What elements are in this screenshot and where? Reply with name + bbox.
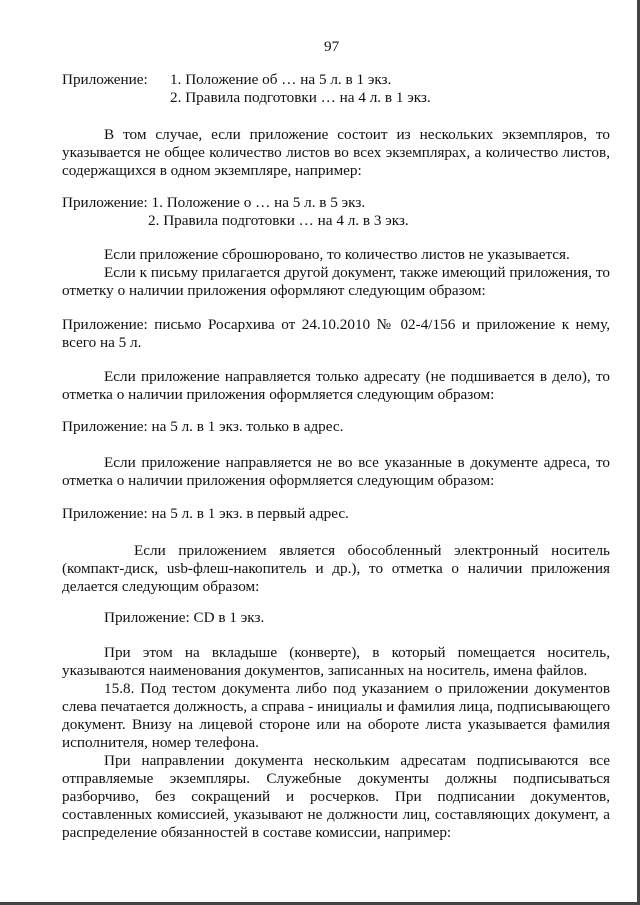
- text-line: В том случае, если приложение состоит из нескольких экземпляров, то: [104, 126, 610, 143]
- text-line: При этом на вкладыше (конверте), в который помещается носитель,: [104, 644, 610, 661]
- text-line: отметку о наличии приложения оформляют следующим образом:: [62, 282, 486, 299]
- example-line: 2. Правила подготовки … на 4 л. в 3 экз.: [148, 212, 409, 229]
- paragraph-electronic-media: [62, 542, 610, 596]
- text-line: разборчиво, без сокращений и росчерков. При подписании документов,: [62, 788, 610, 805]
- paragraph-not-all-addresses: [62, 454, 610, 490]
- text-line: отметка о наличии приложения оформляется следующим образом:: [62, 386, 495, 403]
- text-line: При направлении документа нескольким адресатам подписываются все: [104, 752, 610, 769]
- paragraph-addressee-only: [62, 368, 610, 404]
- paragraph-section-15-8: [62, 680, 610, 752]
- attachment-item-1: 1. Положение об … на 5 л. в 1 экз.: [170, 71, 392, 88]
- page-number: 97: [324, 38, 340, 55]
- example-line: Приложение: на 5 л. в 1 экз. в первый адрес.: [62, 505, 349, 522]
- paragraph-bound: Если приложение сброшюровано, то количество листов не указывается.: [104, 246, 570, 263]
- paragraph-other-document: [62, 264, 610, 300]
- text-line: всего на 5 л.: [62, 334, 142, 351]
- text-line: распределение обязанностей в составе комиссии, например:: [62, 824, 452, 841]
- example-line: Приложение: 1. Положение о … на 5 л. в 5 экз.: [62, 194, 366, 211]
- text-line: указываются наименования документов, записанных на носитель, имена файлов.: [62, 662, 588, 679]
- attachment-label: Приложение:: [62, 71, 148, 88]
- example-letter: [62, 316, 610, 352]
- text-line: документ. Внизу на лицевой стороне или на обороте листа указывается фамилия: [62, 716, 610, 733]
- text-line: содержащихся в одном экземпляре, например:: [62, 162, 362, 179]
- example-line: Приложение: на 5 л. в 1 экз. только в адрес.: [62, 418, 344, 435]
- text-line: указывается не общее количество листов во всех экземплярах, а количество листов,: [62, 144, 610, 161]
- text-line: отметка о наличии приложения оформляется следующим образом:: [62, 472, 495, 489]
- text-line: Если приложение направляется не во все указанные в документе адреса, то: [104, 454, 610, 471]
- text-line: 15.8. Под тестом документа либо под указанием о приложении документов: [104, 680, 610, 697]
- paragraph-signing: [62, 752, 610, 842]
- text-line: слева печатается должность, а справа - инициалы и фамилия лица, подписывающего: [62, 698, 611, 715]
- text-line: составленных комиссией, указывают не должности лиц, составляющих документ, а: [62, 806, 610, 823]
- paragraph-insert: [62, 644, 610, 680]
- text-line: Приложение: письмо Росархива от 24.10.2010 № 02-4/156 и приложение к нему,: [62, 316, 610, 333]
- text-line: делается следующим образом:: [62, 578, 260, 595]
- text-line: отправляемые экземпляры. Служебные документы должны подписываться: [62, 770, 610, 787]
- text-line: исполнителя, номер телефона.: [62, 734, 259, 751]
- text-line: Если приложением является обособленный электронный носитель: [134, 542, 610, 559]
- text-line: (компакт-диск, usb-флеш-накопитель и др.), то отметка о наличии приложения: [62, 560, 610, 577]
- attachment-item-2: 2. Правила подготовки … на 4 л. в 1 экз.: [170, 89, 431, 106]
- example-line: Приложение: CD в 1 экз.: [104, 609, 265, 626]
- text-line: Если приложение направляется только адресату (не подшивается в дело), то: [104, 368, 610, 385]
- text-line: Если к письму прилагается другой документ, также имеющий приложения, то: [104, 264, 610, 281]
- paragraph-multiple-copies: [62, 126, 610, 180]
